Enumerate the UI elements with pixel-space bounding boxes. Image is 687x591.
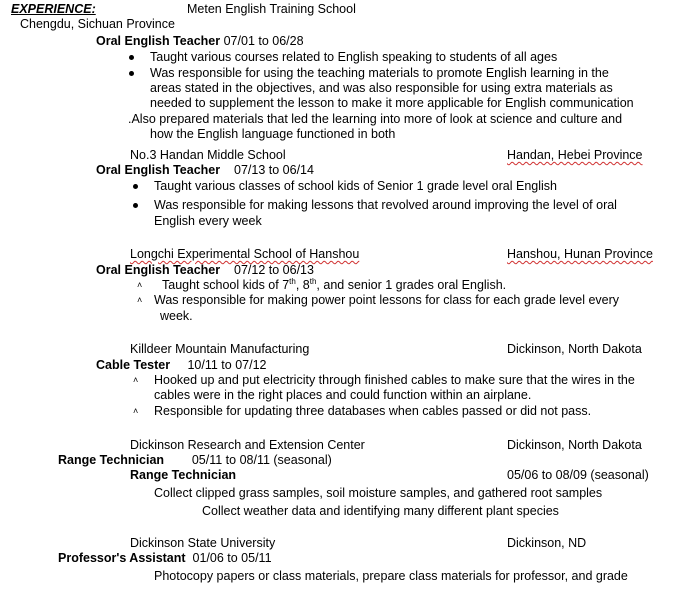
bullet-item-continued: needed to supplement the lesson to make it more applicable for English communication (150, 96, 634, 110)
bullet-dot-icon (133, 203, 138, 208)
employer-location: Chengdu, Sichuan Province (20, 17, 175, 31)
job-dates: 01/06 to 05/11 (192, 551, 272, 565)
arrow-bullet-icon: ˄ (137, 295, 143, 305)
bullet-item: Taught various classes of school kids of Senior 1 grade level oral English (154, 179, 557, 193)
job-dates: 07/13 to 06/14 (234, 163, 314, 177)
employer-name: No.3 Handan Middle School (130, 148, 286, 162)
job-title: Oral English Teacher (96, 163, 221, 177)
job-title-line (96, 263, 314, 278)
bullet-item: Taught school kids of 7th, 8th, and senior 1 grades oral English. (162, 276, 507, 292)
duty-line: Collect weather data and identifying many different plant species (202, 504, 559, 518)
bullet-item: Taught various courses related to English speaking to students of all ages (150, 50, 558, 64)
employer-name: Dickinson State University (130, 536, 276, 550)
employer-name: Longchi Experimental School of Hanshou (130, 247, 360, 261)
bullet-item: Was responsible for using the teaching materials to promote English learning in the (150, 66, 609, 80)
job-dates: 05/11 to 08/11 (seasonal) (191, 453, 332, 467)
job-title-line (96, 34, 304, 49)
bullet-dot-icon (129, 55, 134, 60)
arrow-bullet-icon: ˄ (137, 280, 143, 290)
bullet-item: Was responsible for making power point lessons for class for each grade level every (154, 293, 620, 307)
duty-line: Collect clipped grass samples, soil moisture samples, and gathered root samples (154, 486, 603, 500)
bullet-item: Responsible for updating three databases when cables passed or did not pass. (154, 404, 592, 418)
bullet-item-continued: areas stated in the objectives, and was also responsible for using extra materials as (150, 81, 613, 95)
employer-name: Dickinson Research and Extension Center (130, 438, 365, 452)
job-title-line (96, 358, 267, 373)
job-dates: 07/12 to 06/13 (234, 263, 314, 277)
job-title: Oral English Teacher (96, 263, 221, 277)
employer-name: Meten English Training School (187, 2, 356, 16)
job-title: Range Technician (58, 453, 165, 467)
bullet-dot-icon (133, 184, 138, 189)
bullet-item: .Also prepared materials that led the learning into more of look at science and culture and (128, 112, 623, 126)
bullet-dot-icon (129, 71, 134, 76)
bullet-item-continued: week. (160, 309, 193, 323)
job-title-line (58, 453, 332, 468)
employer-location: Handan, Hebei Province (507, 148, 643, 162)
bullet-item-continued: English every week (154, 214, 262, 228)
bullet-item: Was responsible for making lessons that revolved around improving the level of oral (154, 198, 617, 212)
job-title: Range Technician (130, 468, 237, 482)
bullet-item-continued: cables were in the right places and could function within an airplane. (154, 388, 532, 402)
section-heading: EXPERIENCE: (11, 2, 96, 16)
arrow-bullet-icon: ˄ (133, 406, 139, 416)
employer-name: Killdeer Mountain Manufacturing (130, 342, 310, 356)
employer-location: Dickinson, ND (507, 536, 587, 550)
employer-location: Hanshou, Hunan Province (507, 247, 653, 261)
bullet-item: Hooked up and put electricity through finished cables to make sure that the wires in the (154, 373, 635, 387)
bullet-item-continued: how the English language functioned in both (150, 127, 396, 141)
employer-location: Dickinson, North Dakota (507, 438, 642, 452)
job-dates: 05/06 to 08/09 (seasonal) (507, 468, 649, 482)
job-title: Cable Tester (96, 358, 171, 372)
arrow-bullet-icon: ˄ (133, 375, 139, 385)
job-title: Oral English Teacher (96, 34, 221, 48)
job-dates: 07/01 to 06/28 (223, 34, 304, 48)
employer-location: Dickinson, North Dakota (507, 342, 642, 356)
job-title-line (96, 163, 314, 178)
duty-line: Photocopy papers or class materials, prepare class materials for professor, and grade (154, 569, 628, 583)
job-title: Professor's Assistant (58, 551, 186, 565)
job-title-line (58, 551, 272, 566)
job-dates: 10/11 to 07/12 (187, 358, 267, 372)
